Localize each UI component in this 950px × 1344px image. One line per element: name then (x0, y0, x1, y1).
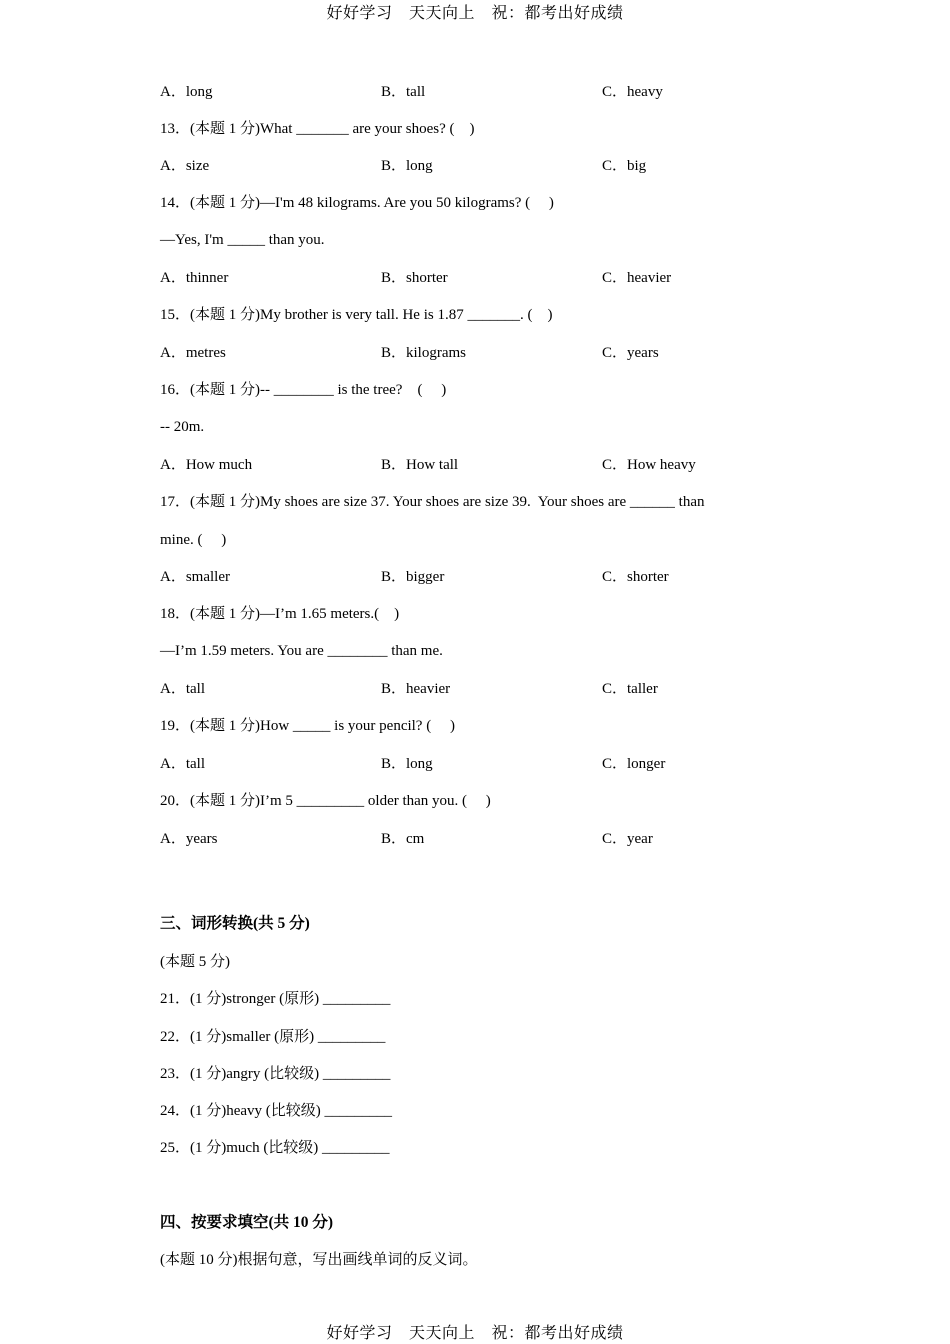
q12-option-a[interactable]: A．long (160, 84, 213, 100)
q16-option-c[interactable]: C．How heavy (602, 457, 696, 473)
q16-options (160, 455, 800, 475)
q12-option-b[interactable]: B．tall (381, 84, 426, 100)
q15-option-c[interactable]: C．years (602, 345, 659, 361)
q18-options (160, 679, 800, 699)
q20-option-b[interactable]: B．cm (381, 831, 425, 847)
q14-options (160, 268, 800, 288)
q18-option-a[interactable]: A．tall (160, 681, 205, 697)
q14-option-a[interactable]: A．thinner (160, 270, 229, 286)
q15-option-a[interactable]: A．metres (160, 345, 226, 361)
q18-line2: —I’m 1.59 meters. You are ________ than me. (160, 643, 443, 659)
section3-item-23: 23．(1 分)angry (比较级) _________ (160, 1066, 391, 1082)
q17-stem: 17．(本题 1 分)My shoes are size 37. Your shoes are size 39. Your shoes are ______ than (160, 494, 705, 510)
q14-option-b[interactable]: B．shorter (381, 270, 448, 286)
q19-option-b[interactable]: B．long (381, 756, 433, 772)
q18-option-b[interactable]: B．heavier (381, 681, 451, 697)
section3-item-24: 24．(1 分)heavy (比较级) _________ (160, 1103, 393, 1119)
q19-options (160, 754, 800, 774)
q19-stem: 19．(本题 1 分)How _____ is your pencil? ( ) (160, 718, 455, 734)
q16-stem: 16．(本题 1 分)-- ________ is the tree? ( ) (160, 382, 447, 398)
q20-stem: 20．(本题 1 分)I’m 5 _________ older than you. ( ) (160, 793, 491, 809)
q15-options (160, 343, 800, 363)
section4-note: (本题 10 分)根据句意，写出画线单词的反义词。 (160, 1252, 478, 1268)
q18-stem: 18．(本题 1 分)—I’m 1.65 meters.( ) (160, 606, 400, 622)
q15-option-b[interactable]: B．kilograms (381, 345, 466, 361)
q14-option-c[interactable]: C．heavier (602, 270, 672, 286)
q13-options (160, 156, 800, 176)
q13-stem: 13．(本题 1 分)What _______ are your shoes? ( ) (160, 121, 475, 137)
page-header: 好好学习 天天向上 祝：都考出好成绩 (326, 5, 624, 22)
q12-options (160, 82, 800, 102)
section3-item-25: 25．(1 分)much (比较级) _________ (160, 1140, 390, 1156)
section3-title: 三、词形转换(共 5 分) (160, 915, 310, 932)
q19-option-a[interactable]: A．tall (160, 756, 205, 772)
q17-option-a[interactable]: A．smaller (160, 569, 230, 585)
q20-option-c[interactable]: C．year (602, 831, 653, 847)
q19-option-c[interactable]: C．longer (602, 756, 666, 772)
q20-options (160, 829, 800, 849)
q17-option-b[interactable]: B．bigger (381, 569, 445, 585)
page-footer: 好好学习 天天向上 祝：都考出好成绩 (326, 1325, 624, 1342)
q17-line2: mine. ( ) (160, 532, 227, 548)
q16-line2: -- 20m. (160, 419, 205, 435)
q13-option-b[interactable]: B．long (381, 158, 433, 174)
q14-stem: 14．(本题 1 分)—I'm 48 kilograms. Are you 50 kilograms? ( ) (160, 195, 554, 211)
q18-option-c[interactable]: C．taller (602, 681, 658, 697)
q15-stem: 15．(本题 1 分)My brother is very tall. He is 1.87 _______. ( ) (160, 307, 553, 323)
q14-line2: —Yes, I'm _____ than you. (160, 232, 325, 248)
q17-options (160, 567, 800, 587)
section3-item-21: 21．(1 分)stronger (原形) _________ (160, 991, 391, 1007)
q12-option-c[interactable]: C．heavy (602, 84, 663, 100)
section3-note: (本题 5 分) (160, 954, 230, 970)
q16-option-a[interactable]: A．How much (160, 457, 253, 473)
q13-option-a[interactable]: A．size (160, 158, 210, 174)
q16-option-b[interactable]: B．How tall (381, 457, 459, 473)
section3-item-22: 22．(1 分)smaller (原形) _________ (160, 1029, 386, 1045)
section4-title: 四、按要求填空(共 10 分) (160, 1214, 334, 1231)
q13-option-c[interactable]: C．big (602, 158, 647, 174)
q17-option-c[interactable]: C．shorter (602, 569, 669, 585)
q20-option-a[interactable]: A．years (160, 831, 218, 847)
